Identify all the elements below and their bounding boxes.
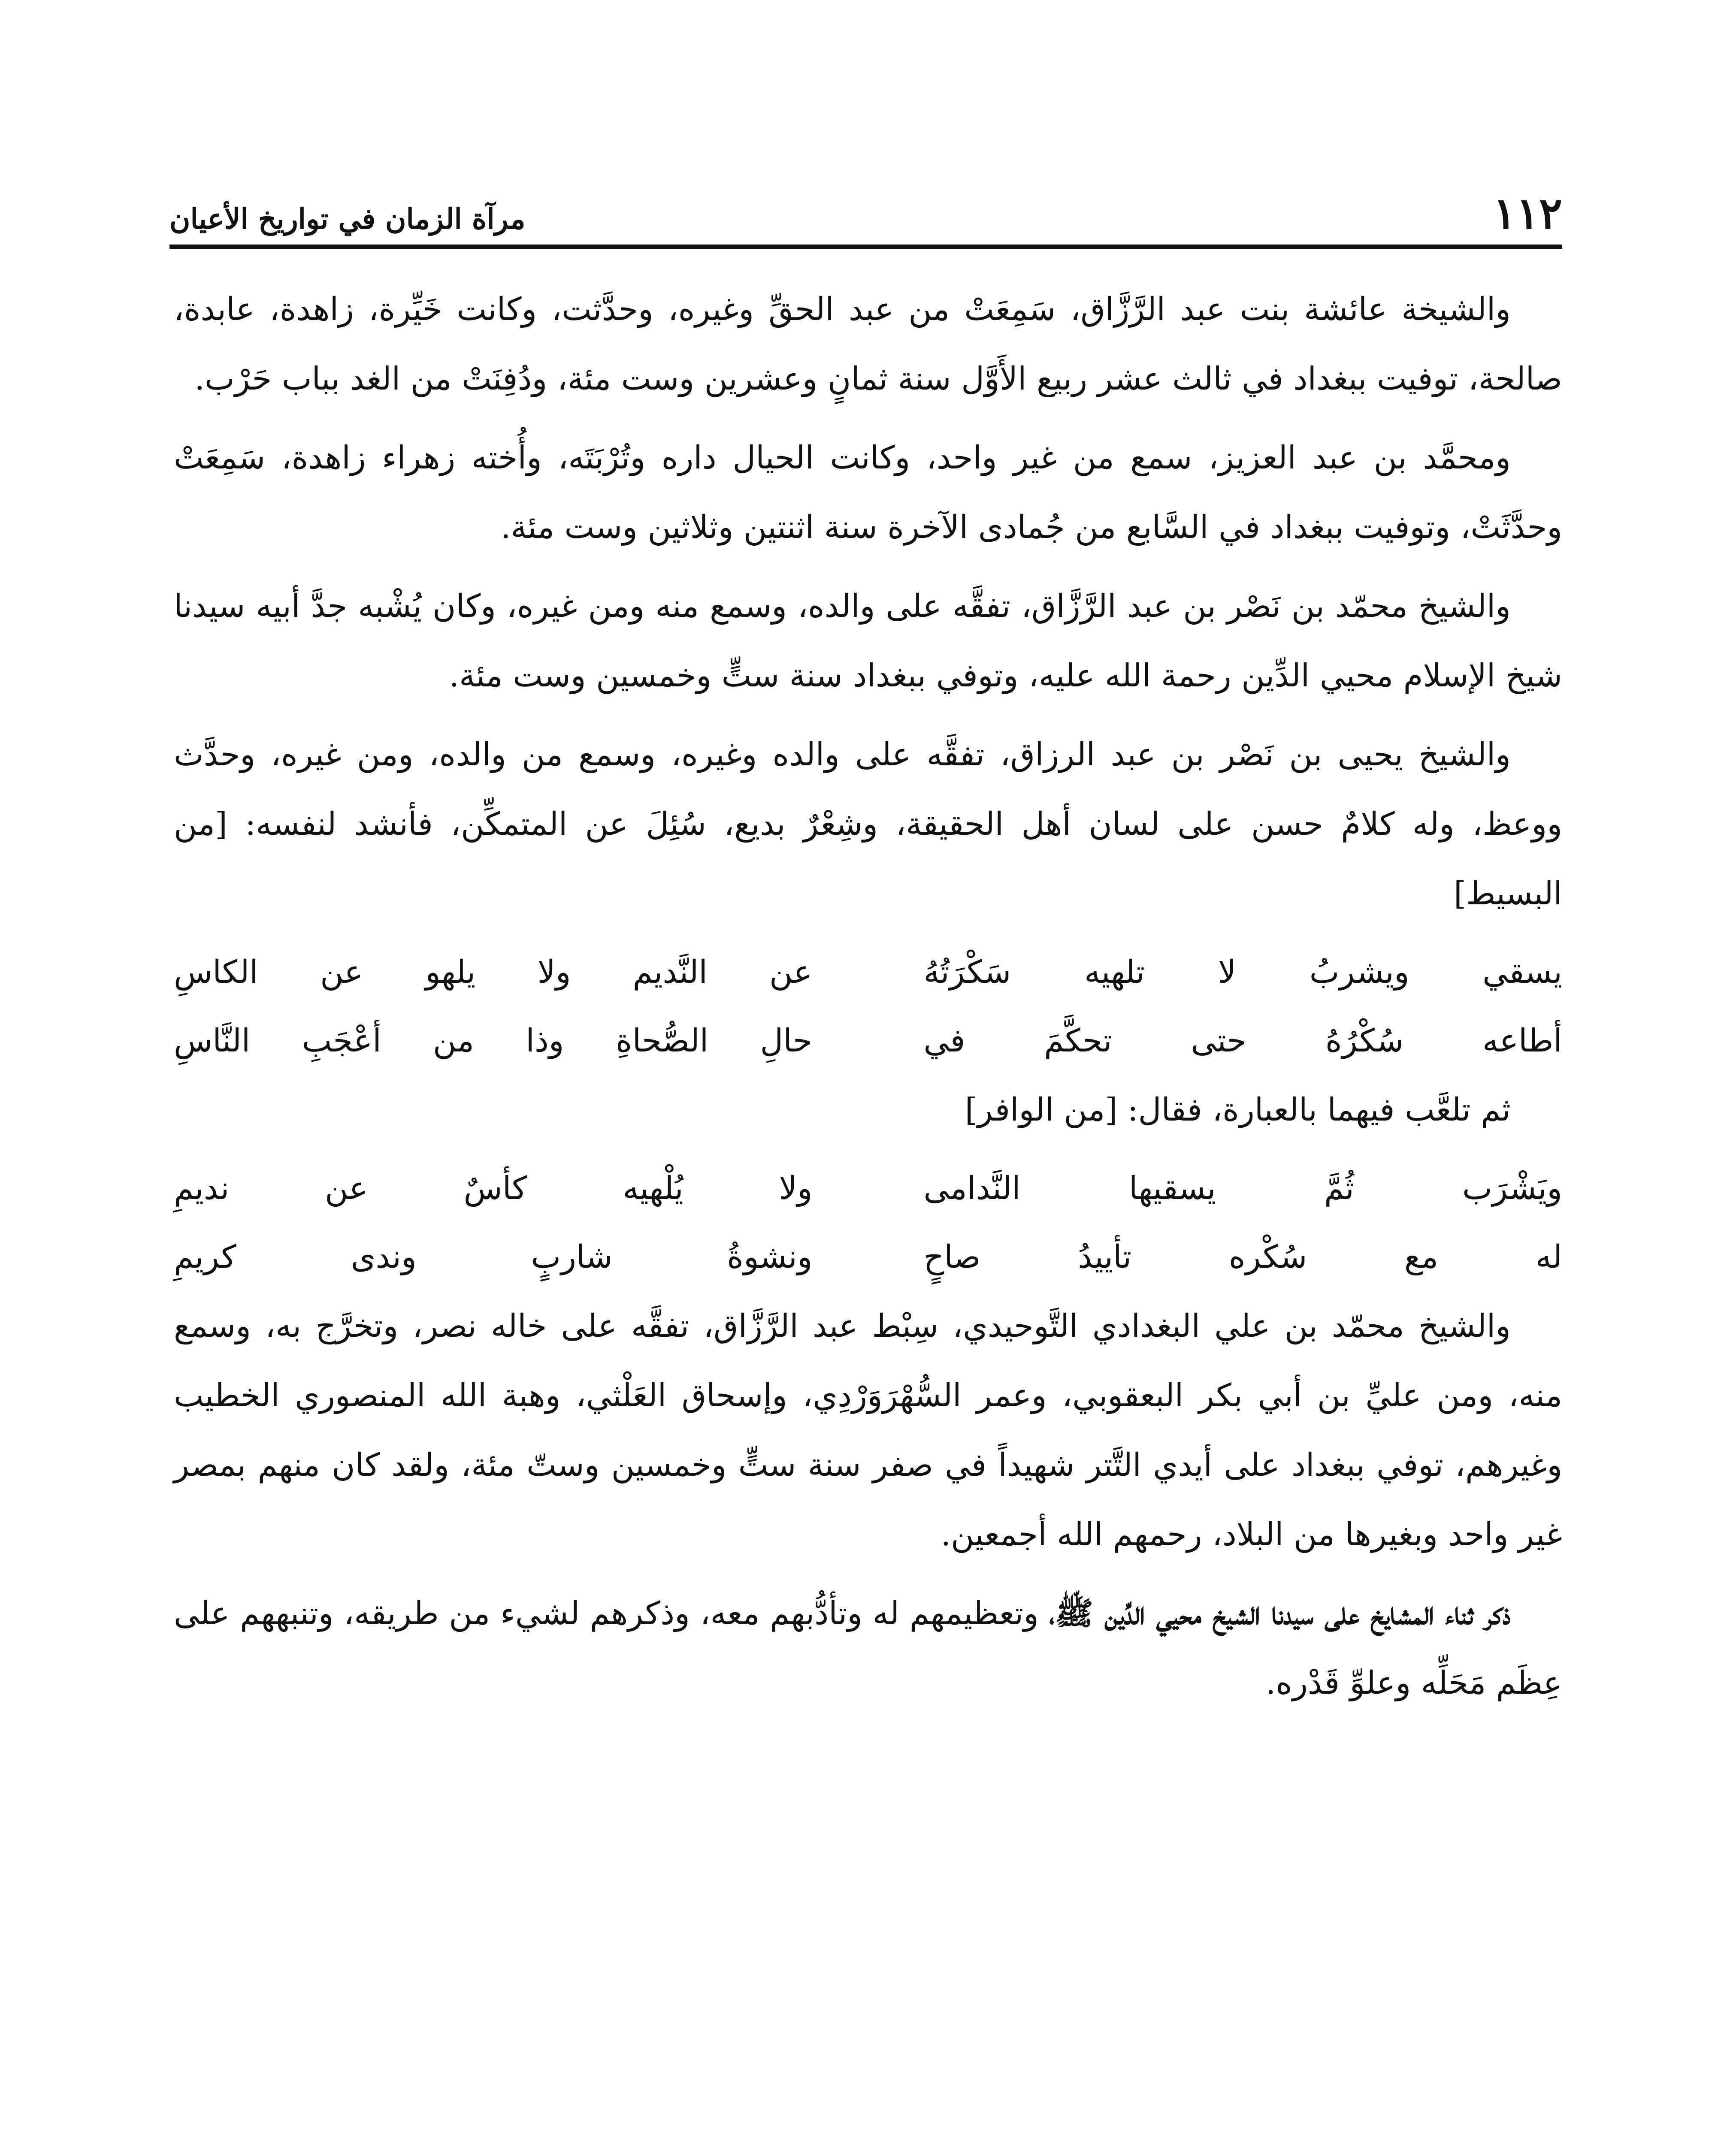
verse-line: [174, 1154, 1562, 1223]
page-number: ١١٢: [1493, 188, 1562, 239]
verse-line: [174, 1006, 1562, 1075]
section-heading-rest: وتعظيمهم له وتأدُّبهم معه، وذكرهم لشيء من طريقه، وتنبههم على عِظَم مَحَلِّه وعلوِّ قَدْره.: [174, 1595, 1562, 1701]
paragraph-muhammad-tawhidi: والشيخ محمّد بن علي البغدادي التَّوحيدي، سِبْط عبد الرَّزَّاق، تفقَّه على خاله نصر، وتخرَّج به، وسمع منه، ومن عليِّ بن أبي بكر البعقوبي، وعمر السُّهْرَوَرْدِي، وإسحاق العَلْثي، وهبة الله المنصوري الخطيب وغيرهم، توفي ببغداد على أيدي التَّتر شهيداً في صفر سنة ستٍّ وخمسين وستّ مئة، ولقد كان منهم بمصر غير واحد وبغيرها من البلاد، رحمهم الله أجمعين.: [174, 1308, 1562, 1553]
paragraph-yahya-nasr: والشيخ يحيى بن نَصْر بن عبد الرزاق، تفقَّه على والده وغيره، وسمع من والده، ومن غيره، وحدَّث ووعظ، وله كلامٌ حسن على لسان أهل الحقيقة، وشِعْرٌ بديع، سُئِلَ عن المتمكِّن، فأنشد لنفسه: [من البسيط]: [174, 736, 1562, 912]
paragraph-muhammad-nasr: والشيخ محمّد بن نَصْر بن عبد الرَّزَّاق، تفقَّه على والده، وسمع منه ومن غيره، وكان يُشْبه جدَّ أبيه سيدنا شيخ الإسلام محيي الدِّين رحمة الله عليه، وتوفي ببغداد سنة ستٍّ وخمسين وست مئة.: [174, 588, 1562, 694]
verse-first-hemistich: يسقي ويشربُ لا تلهيه سَكْرَتُهُ: [923, 954, 1562, 991]
section-heading: ذكر ثناء المشايخ على سيدنا الشيخ محيي الدِّين ﷺ،: [1049, 1595, 1511, 1632]
verse-first-hemistich: ويَشْرَب ثُمَّ يسقيها النَّدامى: [923, 1170, 1562, 1207]
verse-first-hemistich: أطاعه سُكْرُهُ حتى تحكَّمَ في: [923, 1022, 1562, 1059]
poem-wafir: [174, 1154, 1562, 1291]
verse-line: [174, 1223, 1562, 1291]
book-title: مرآة الزمان في تواريخ الأعيان: [169, 202, 526, 236]
verse-second-hemistich: ولا يُلْهيه كأسٌ عن نديمِ: [174, 1170, 813, 1207]
page-body: [174, 275, 1562, 1727]
paragraph-aisha: والشيخة عائشة بنت عبد الرَّزَّاق، سَمِعَتْ من عبد الحقِّ وغيره، وحدَّثت، وكانت خَيِّرة، زاهدة، عابدة، صالحة، توفيت ببغداد في ثالث عشر ربيع الأَوَّل سنة ثمانٍ وعشرين وست مئة، ودُفِنَتْ من الغد بباب حَرْب.: [174, 291, 1562, 397]
poem-basit: [174, 938, 1562, 1075]
verse-line: [174, 938, 1562, 1006]
verse-first-hemistich: له مع سُكْره تأييدُ صاحٍ: [923, 1239, 1562, 1275]
paragraph-muhammad-abdulaziz: ومحمَّد بن عبد العزيز، سمع من غير واحد، وكانت الحيال داره وتُرْبَتَه، وأُخته زهراء زاهدة، سَمِعَتْ وحدَّثَتْ، وتوفيت ببغداد في السَّابع من جُمادى الآخرة سنة اثنتين وثلاثين وست مئة.: [174, 439, 1562, 546]
page-header: [169, 169, 1562, 242]
poem-intro-wafir: ثم تلعَّب فيهما بالعبارة، فقال: [من الوافر]: [965, 1091, 1511, 1128]
verse-second-hemistich: عن النَّديم ولا يلهو عن الكاسِ: [174, 954, 813, 991]
header-rule: [169, 245, 1562, 249]
verse-second-hemistich: ونشوةُ شاربٍ وندى كريمِ: [174, 1239, 813, 1275]
verse-second-hemistich: حالِ الصُّحاةِ وذا من أعْجَبِ النَّاسِ: [174, 1022, 813, 1059]
section-heading-paragraph: [174, 1579, 1562, 1718]
